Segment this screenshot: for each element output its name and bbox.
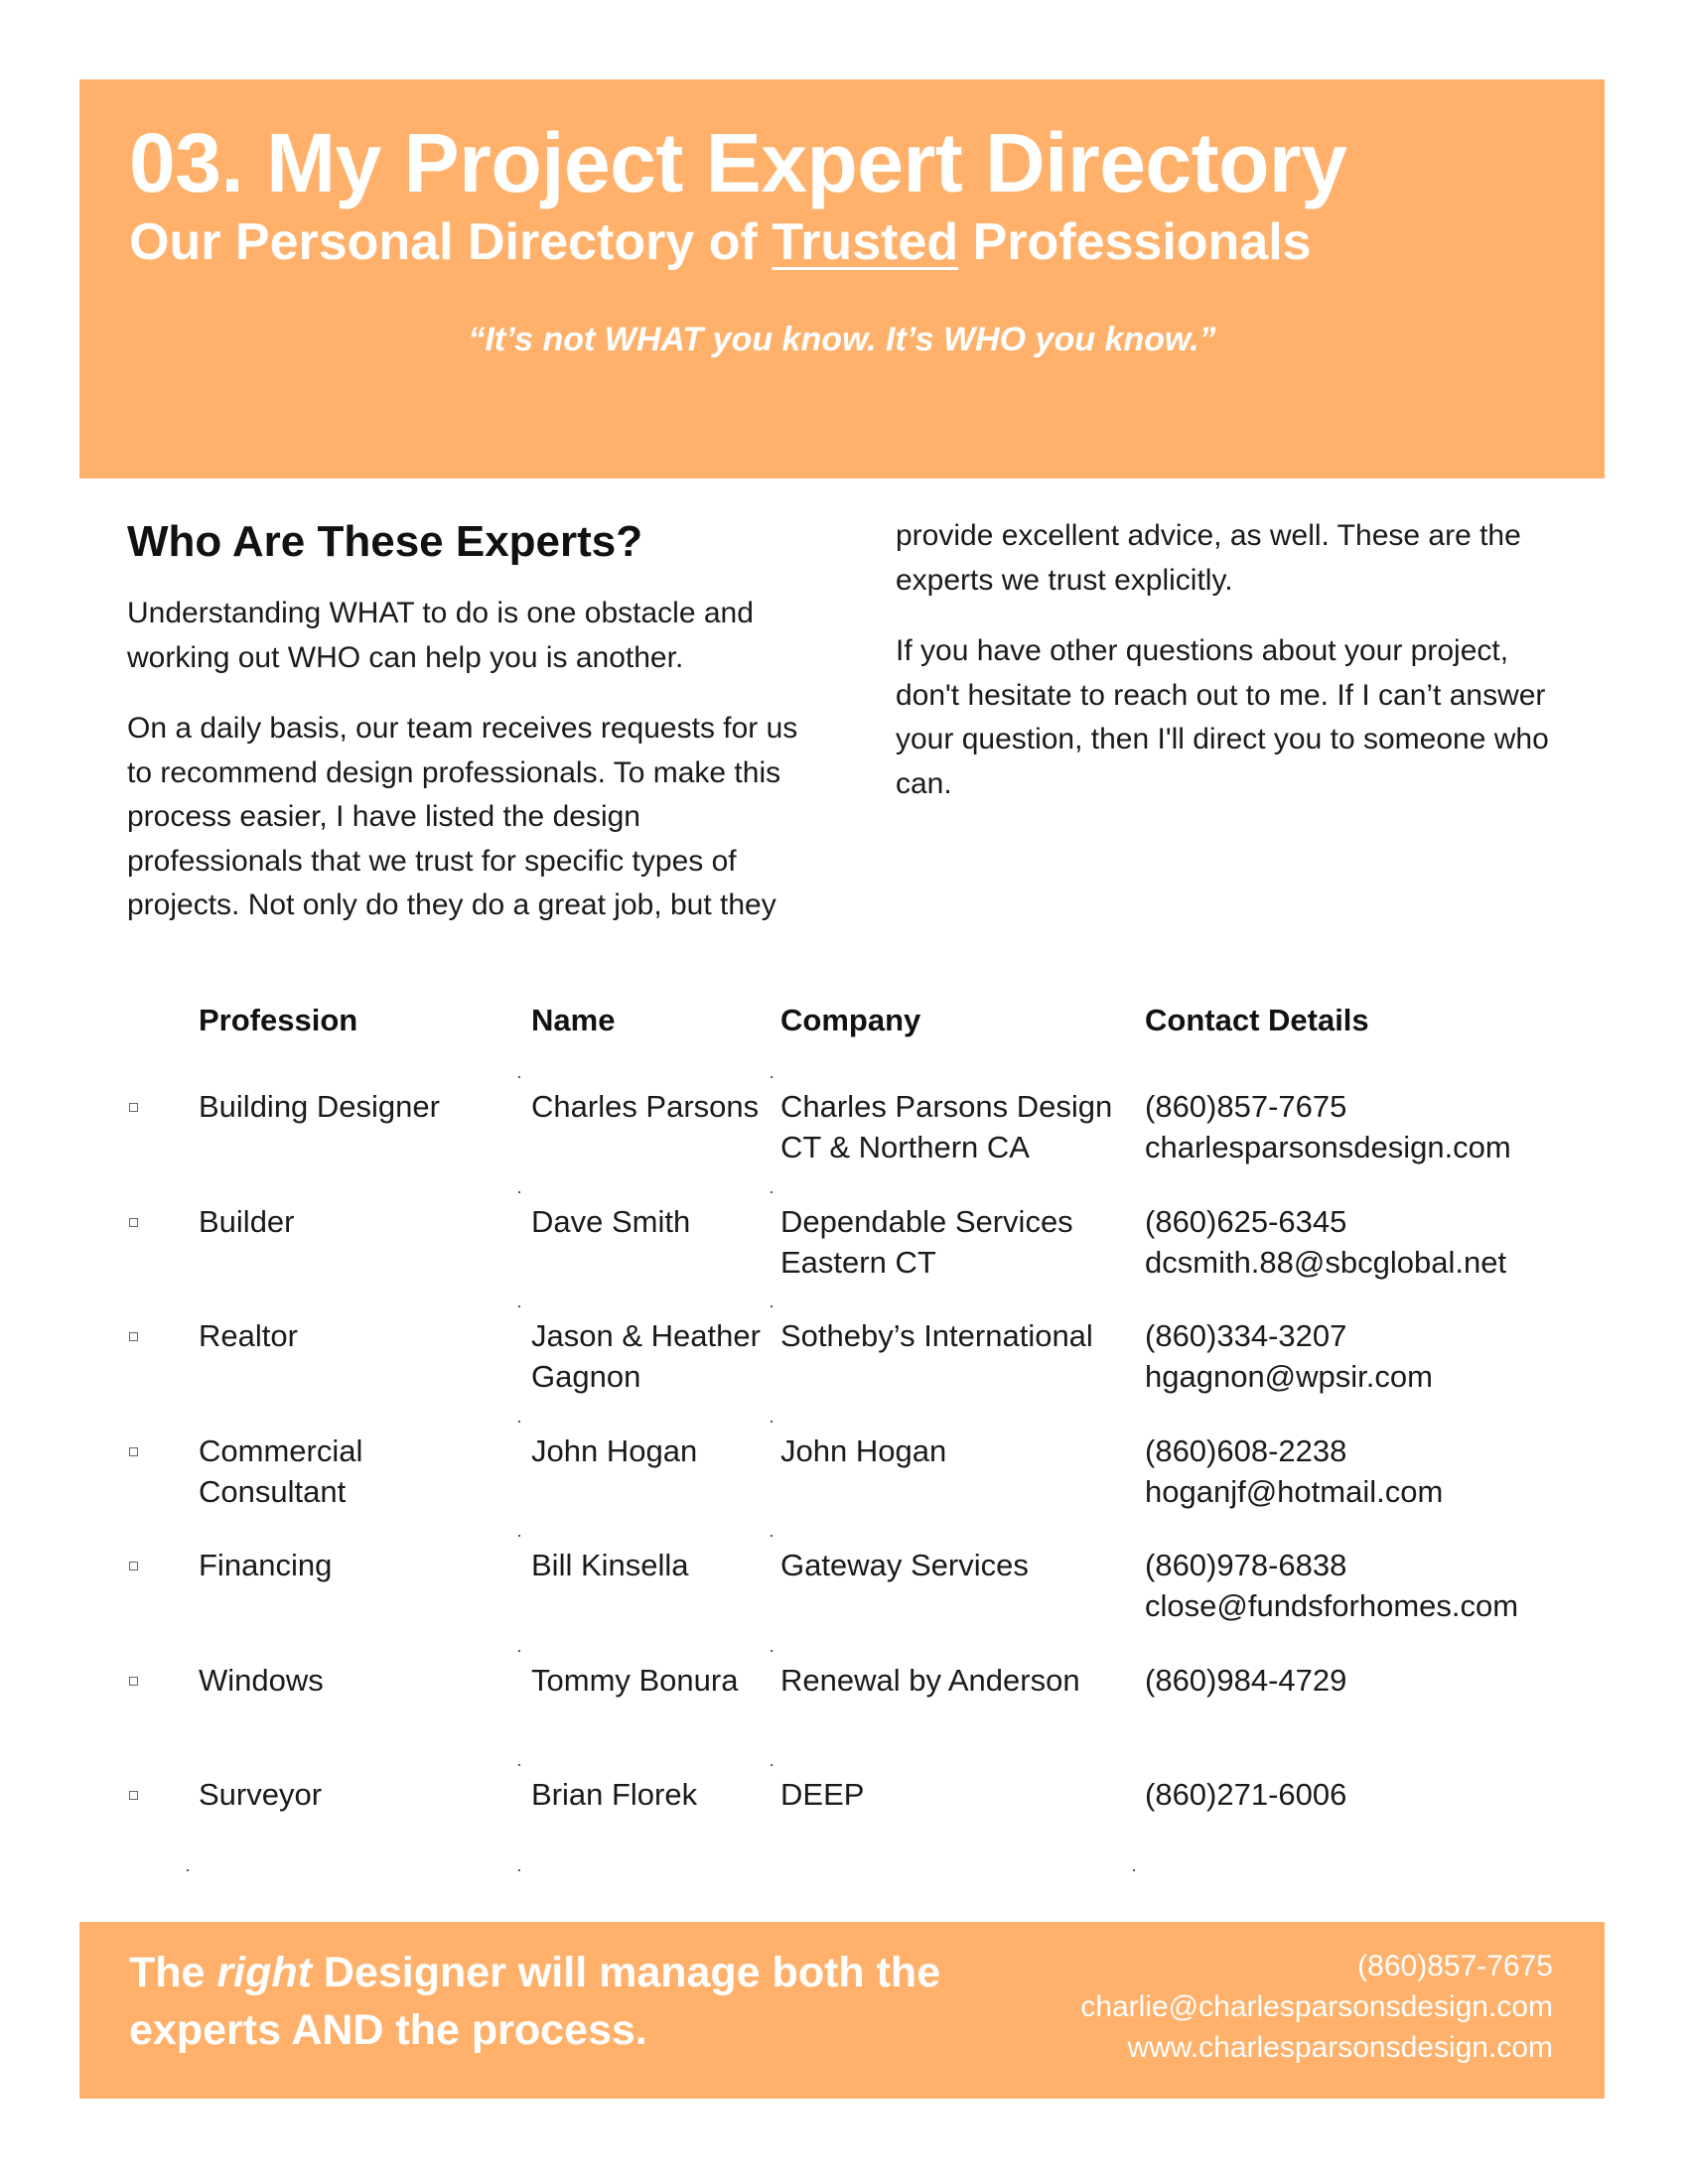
table-row <box>0 1660 1688 1775</box>
cell-name <box>531 1431 697 1471</box>
subtitle-part: Professionals <box>958 213 1312 271</box>
column-marker <box>771 1535 773 1537</box>
cell-line: Dave Smith <box>531 1203 691 1239</box>
footer-phone: (860)857-7675 <box>1357 1950 1553 1982</box>
column-marker <box>187 1869 189 1871</box>
bullet-icon <box>129 1103 138 1112</box>
cell-company <box>780 1086 1112 1167</box>
intro-paragraph: provide excellent advice, as well. These are the experts we trust explicitly. <box>896 519 1521 597</box>
tagline-part: The <box>129 1949 217 1996</box>
quote <box>79 321 1605 359</box>
bullet-icon <box>129 1332 138 1341</box>
cell-company <box>780 1315 1093 1356</box>
column-marker <box>771 1305 773 1307</box>
cell-line: DEEP <box>780 1777 865 1812</box>
page-title: 03. My Project Expert Directory <box>129 116 1347 209</box>
cell-name <box>531 1315 761 1397</box>
cell-line: (860)271-6006 <box>1145 1777 1347 1812</box>
bullet-icon <box>129 1677 138 1686</box>
column-header-name: Name <box>531 1003 616 1037</box>
intro-paragraph: Understanding WHAT to do is one obstacle and working out WHO can help you is another. <box>127 597 754 674</box>
cell-name <box>531 1545 689 1585</box>
cell-line: Gateway Services <box>780 1548 1029 1582</box>
tagline-part: Designer will manage both the experts AND the process. <box>129 1949 941 2054</box>
cell-line: Renewal by Anderson <box>780 1662 1080 1698</box>
cell-line: John Hogan <box>780 1433 947 1468</box>
header-banner <box>79 79 1605 478</box>
column-header-company: Company <box>780 1003 921 1037</box>
cell-line: (860)608-2238 <box>1145 1433 1347 1468</box>
cell-line: (860)625-6345 <box>1145 1203 1347 1239</box>
cell-line: close@fundsforhomes.com <box>1145 1588 1519 1623</box>
column-marker <box>518 1650 520 1652</box>
cell-profession <box>199 1774 322 1815</box>
cell-company <box>780 1545 1029 1585</box>
cell-contact <box>1145 1431 1443 1512</box>
cell-line: CT & Northern CA <box>780 1130 1030 1164</box>
cell-company <box>780 1660 1080 1701</box>
column-marker <box>518 1305 520 1307</box>
bullet-icon <box>129 1447 138 1456</box>
subtitle-part: Our Personal Directory of <box>129 213 773 271</box>
cell-line: dcsmith.88@sbcglobal.net <box>1145 1244 1507 1280</box>
footer-contact <box>1080 1946 1553 2068</box>
cell-line: Financing <box>199 1548 333 1582</box>
tagline-emphasis: right <box>216 1949 312 1996</box>
bullet-icon <box>129 1791 138 1800</box>
cell-line: Charles Parsons <box>531 1089 760 1124</box>
cell-profession <box>199 1315 298 1356</box>
cell-line: Realtor <box>199 1318 298 1353</box>
cell-name <box>531 1086 759 1127</box>
column-marker <box>518 1764 520 1766</box>
cell-line: Charles Parsons Design <box>780 1089 1113 1124</box>
cell-contact <box>1145 1545 1518 1626</box>
table-row <box>0 1774 1688 1889</box>
column-marker <box>1133 1869 1135 1871</box>
intro-left-column <box>127 592 802 955</box>
table-row <box>0 1086 1688 1201</box>
cell-line: Eastern CT <box>780 1244 936 1280</box>
cell-line: charlesparsonsdesign.com <box>1145 1130 1511 1164</box>
cell-company <box>780 1431 946 1471</box>
table-row <box>0 1431 1688 1546</box>
footer-tagline <box>129 1944 1023 2059</box>
bullet-icon <box>129 1562 138 1570</box>
cell-profession <box>199 1545 332 1585</box>
cell-profession <box>199 1431 362 1512</box>
cell-line: Bill Kinsella <box>531 1548 689 1582</box>
cell-line: Surveyor <box>199 1777 323 1812</box>
column-marker <box>518 1191 520 1193</box>
cell-line: Jason & Heather <box>531 1318 761 1353</box>
cell-contact <box>1145 1201 1506 1283</box>
column-marker <box>771 1650 773 1652</box>
cell-contact <box>1145 1086 1511 1167</box>
section-heading: Who Are These Experts? <box>127 517 643 566</box>
column-marker <box>771 1076 773 1078</box>
column-marker <box>518 1869 520 1871</box>
page-subtitle <box>129 213 1312 271</box>
cell-name <box>531 1201 690 1242</box>
cell-line: (860)857-7675 <box>1145 1089 1347 1124</box>
cell-line: Commercial <box>199 1433 363 1468</box>
cell-contact <box>1145 1774 1346 1815</box>
table-row <box>0 1545 1688 1660</box>
cell-line: (860)978-6838 <box>1145 1548 1347 1582</box>
column-header-profession: Profession <box>199 1003 358 1037</box>
intro-paragraph: On a daily basis, our team receives requests for us to recommend design professionals. To make this process easier, I have listed the design professionals that we trust for specific types of projects. Not only do they do a great job, but they <box>127 712 798 921</box>
table-row <box>0 1201 1688 1316</box>
cell-company <box>780 1201 1073 1283</box>
cell-contact <box>1145 1660 1346 1701</box>
column-marker <box>771 1191 773 1193</box>
cell-line: Tommy Bonura <box>531 1662 739 1698</box>
cell-line: (860)334-3207 <box>1145 1318 1347 1353</box>
table-row <box>0 1315 1688 1431</box>
cell-profession <box>199 1201 295 1242</box>
cell-company <box>780 1774 864 1815</box>
cell-profession <box>199 1086 440 1127</box>
column-marker <box>771 1421 773 1423</box>
cell-line: hoganjf@hotmail.com <box>1145 1473 1444 1509</box>
column-marker <box>771 1764 773 1766</box>
cell-line: Dependable Services <box>780 1203 1073 1239</box>
cell-profession <box>199 1660 324 1701</box>
cell-line: Consultant <box>199 1473 347 1509</box>
cell-line: Gagnon <box>531 1359 641 1394</box>
cell-line: Sotheby’s International <box>780 1318 1093 1353</box>
column-marker <box>518 1076 520 1078</box>
cell-line: Builder <box>199 1203 295 1239</box>
cell-name <box>531 1660 738 1701</box>
cell-line: John Hogan <box>531 1433 698 1468</box>
intro-right-column <box>896 514 1571 833</box>
column-marker <box>518 1535 520 1537</box>
subtitle-emphasis: Trusted <box>772 213 959 271</box>
cell-line: hgagnon@wpsir.com <box>1145 1359 1433 1394</box>
cell-line: Building Designer <box>199 1089 440 1124</box>
cell-name <box>531 1774 697 1815</box>
cell-line: Windows <box>199 1662 324 1698</box>
bullet-icon <box>129 1218 138 1227</box>
footer-email[interactable]: charlie@charlesparsonsdesign.com <box>1080 1990 1553 2023</box>
footer-banner <box>79 1922 1605 2099</box>
column-marker <box>518 1421 520 1423</box>
cell-contact <box>1145 1315 1433 1397</box>
cell-line: (860)984-4729 <box>1145 1662 1347 1698</box>
intro-paragraph: If you have other questions about your project, don't hesitate to reach out to me. If I can’t answer your question, then I'll direct you to someone who can. <box>896 634 1549 800</box>
column-header-contact: Contact Details <box>1145 1003 1369 1037</box>
cell-line: Brian Florek <box>531 1777 698 1812</box>
quote-text: “It’s not WHAT you know. It’s WHO you know.” <box>468 321 1216 358</box>
footer-website[interactable]: www.charlesparsonsdesign.com <box>1127 2031 1553 2064</box>
